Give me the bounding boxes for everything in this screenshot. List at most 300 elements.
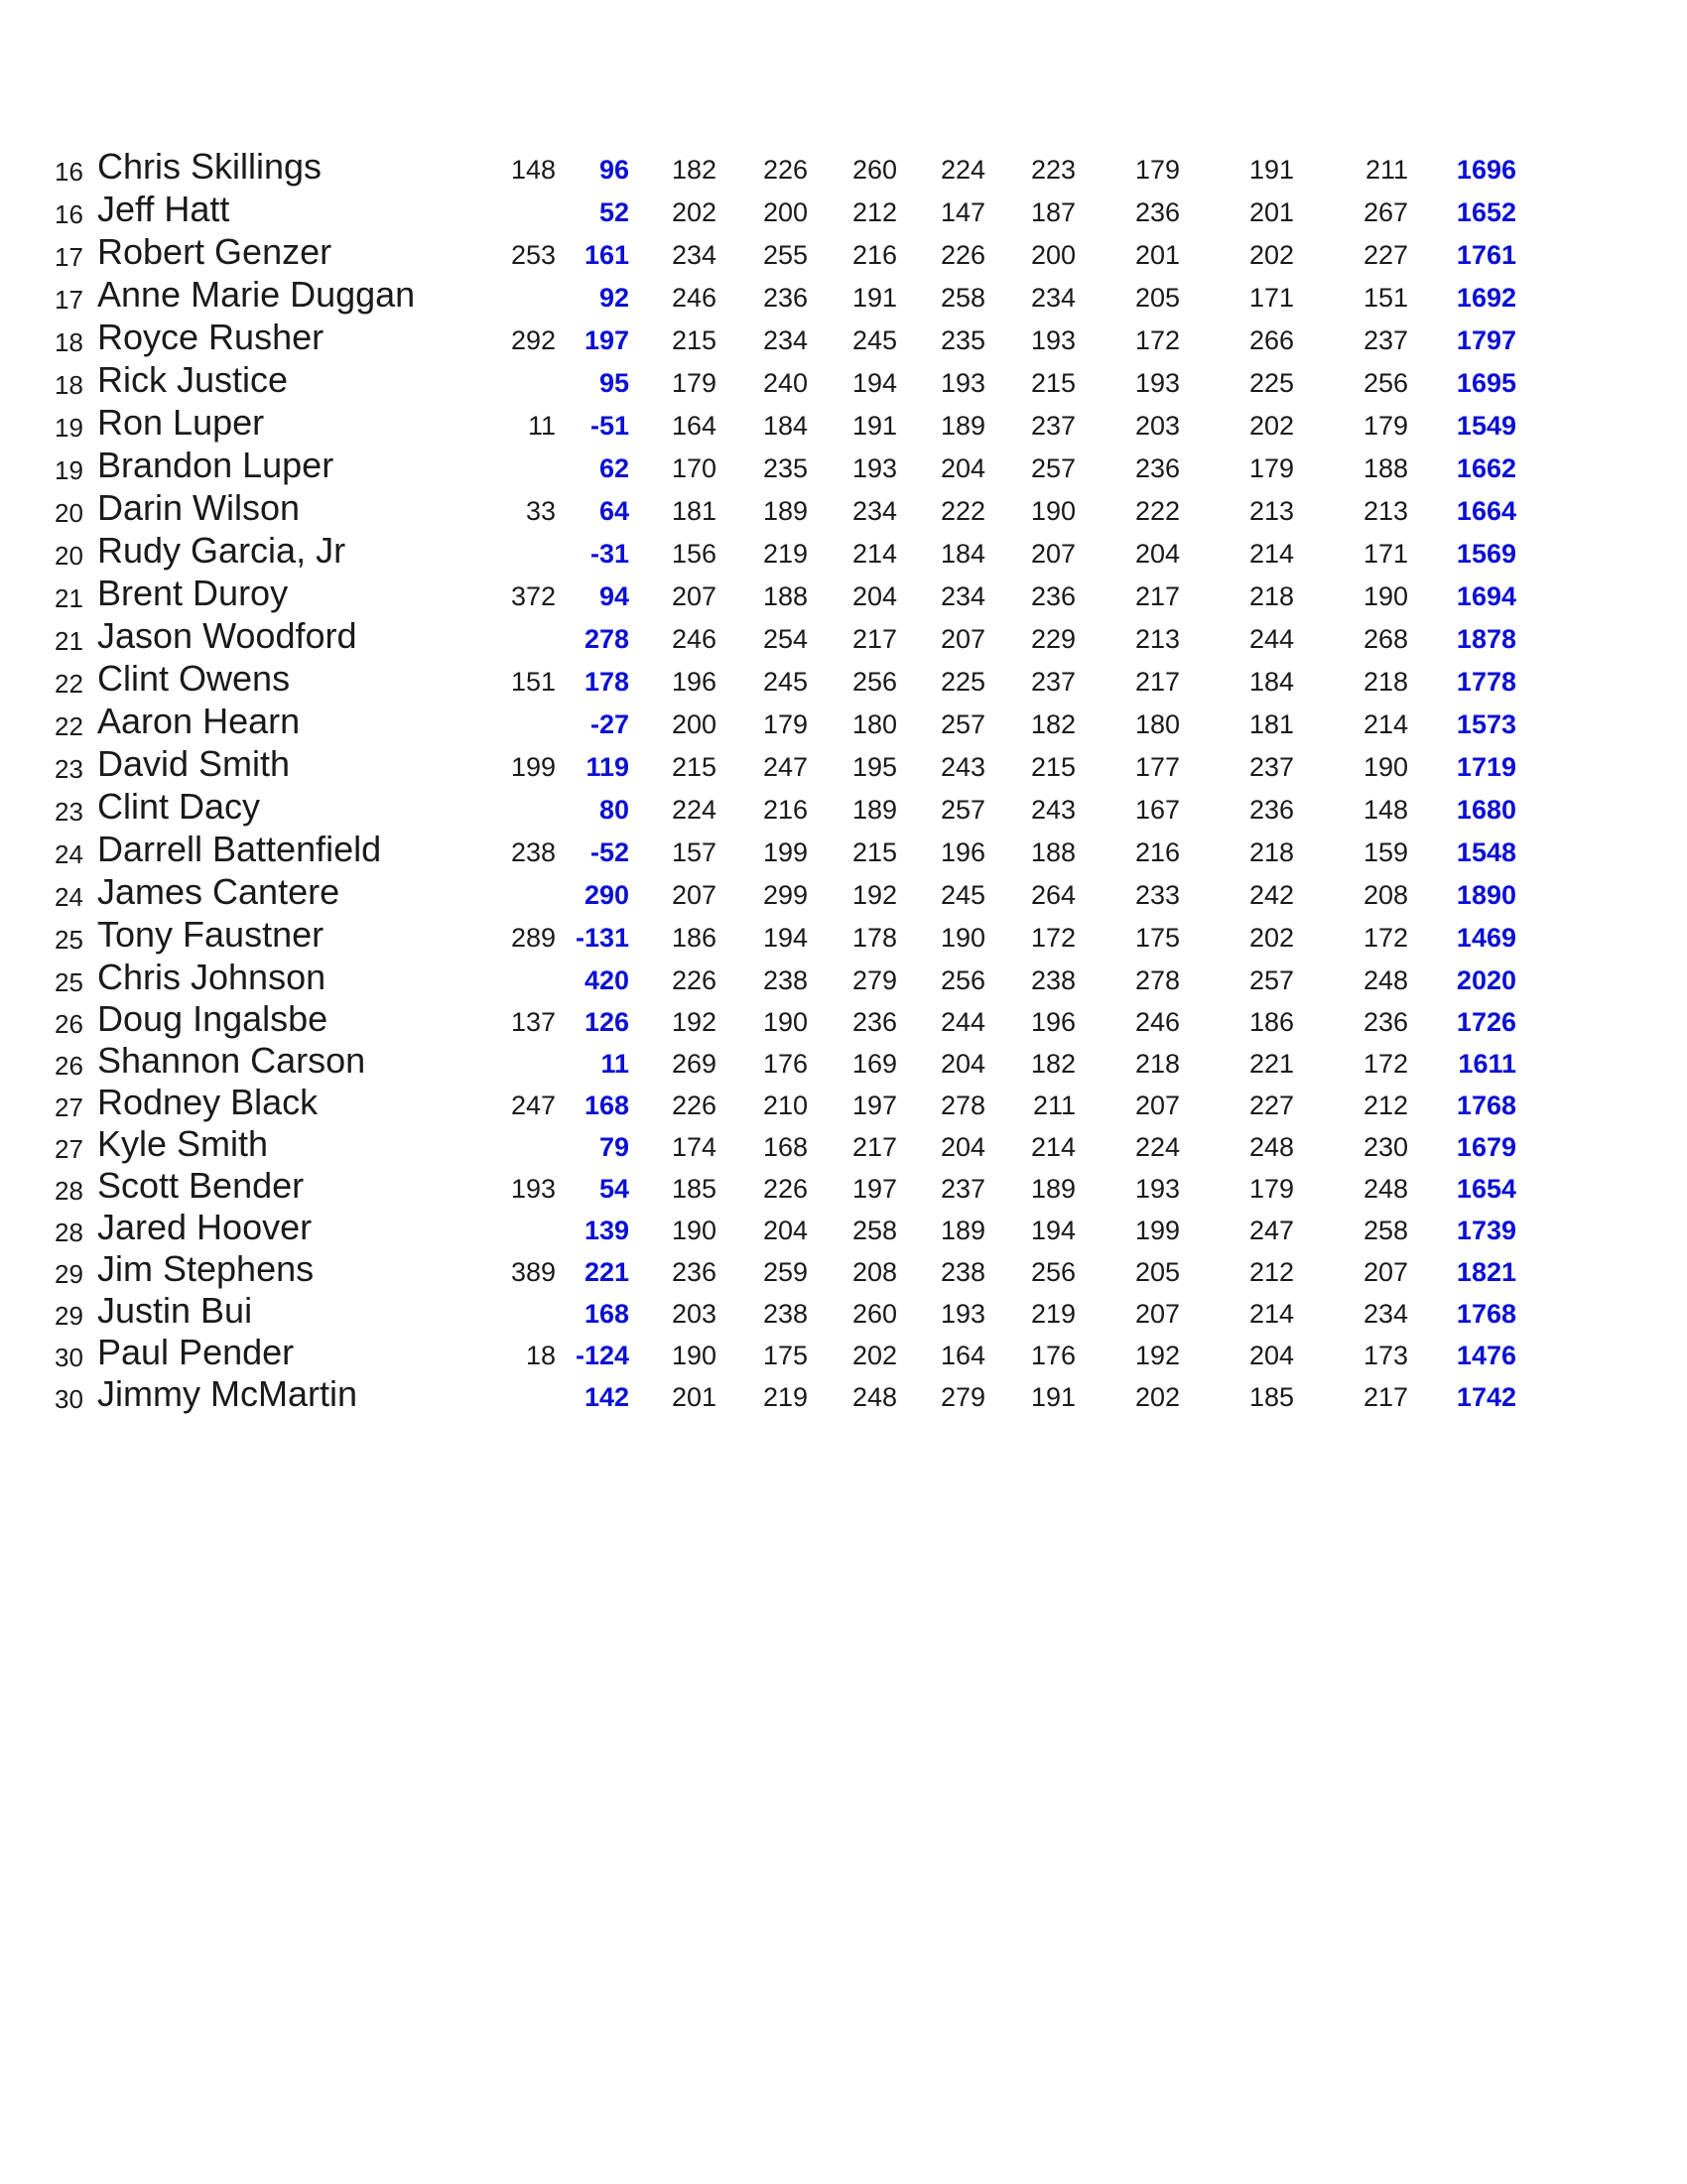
team-number: 28 <box>55 1176 83 1206</box>
game-score: 193 <box>1134 1174 1180 1204</box>
game-score: 218 <box>1248 837 1294 867</box>
series-value: 193 <box>510 1174 556 1204</box>
table-row <box>0 615 1687 661</box>
game-score: 193 <box>851 453 897 483</box>
net-value: -27 <box>589 709 629 739</box>
team-number: 30 <box>55 1384 83 1414</box>
game-score: 269 <box>671 1049 716 1079</box>
table-row <box>0 1373 1687 1418</box>
series-value: 289 <box>510 923 556 953</box>
team-number: 30 <box>55 1343 83 1372</box>
game-score: 247 <box>1248 1216 1294 1245</box>
game-score: 207 <box>940 624 985 654</box>
total-score: 1742 <box>1456 1382 1516 1412</box>
total-score: 1695 <box>1456 368 1516 398</box>
total-score: 1878 <box>1456 624 1516 654</box>
net-value: 92 <box>598 283 629 313</box>
bowler-name: Rodney Black <box>97 1082 319 1122</box>
game-score: 264 <box>1030 880 1076 910</box>
game-score: 260 <box>851 1299 897 1329</box>
bowler-name: Scott Bender <box>97 1165 305 1206</box>
game-score: 207 <box>1134 1091 1180 1120</box>
game-score: 260 <box>851 155 897 185</box>
series-value: 389 <box>510 1257 556 1287</box>
game-score: 224 <box>940 155 985 185</box>
game-score: 236 <box>1030 581 1076 611</box>
game-score: 218 <box>1363 667 1408 697</box>
game-score: 170 <box>671 453 716 483</box>
bowler-name: Ron Luper <box>97 402 265 443</box>
game-score: 237 <box>1363 325 1408 355</box>
game-score: 167 <box>1134 795 1180 825</box>
bowler-name: Brandon Luper <box>97 445 334 485</box>
bowler-name: Jeff Hatt <box>97 189 230 229</box>
team-number: 25 <box>55 967 83 997</box>
team-number: 21 <box>55 626 83 656</box>
game-score: 180 <box>851 709 897 739</box>
game-score: 222 <box>940 496 985 526</box>
game-score: 181 <box>1248 709 1294 739</box>
game-score: 179 <box>1248 453 1294 483</box>
game-score: 192 <box>671 1007 716 1037</box>
game-score: 182 <box>1030 1049 1076 1079</box>
series-value: 253 <box>510 240 556 270</box>
game-score: 159 <box>1363 837 1408 867</box>
series-value: 33 <box>525 496 556 526</box>
game-score: 213 <box>1363 496 1408 526</box>
game-score: 223 <box>1030 155 1076 185</box>
game-score: 211 <box>1364 155 1408 185</box>
game-score: 202 <box>1248 240 1294 270</box>
bowler-name: Paul Pender <box>97 1332 295 1372</box>
bowler-name: Kyle Smith <box>97 1123 269 1164</box>
net-value: 54 <box>598 1174 629 1204</box>
total-score: 1797 <box>1456 325 1516 355</box>
net-value: -124 <box>575 1341 629 1370</box>
game-score: 173 <box>1363 1341 1408 1370</box>
game-score: 266 <box>1248 325 1294 355</box>
game-score: 157 <box>671 837 716 867</box>
series-value: 292 <box>510 325 556 355</box>
game-score: 176 <box>1030 1341 1076 1370</box>
game-score: 207 <box>671 880 716 910</box>
total-score: 1476 <box>1456 1341 1516 1370</box>
game-score: 236 <box>851 1007 897 1037</box>
game-score: 233 <box>1134 880 1180 910</box>
game-score: 169 <box>851 1049 897 1079</box>
game-score: 179 <box>1134 155 1180 185</box>
net-value: -31 <box>589 539 629 569</box>
game-score: 242 <box>1248 880 1294 910</box>
bowler-name: Anne Marie Duggan <box>97 274 416 315</box>
table-row <box>0 829 1687 874</box>
game-score: 192 <box>1134 1341 1180 1370</box>
net-value: 197 <box>584 325 629 355</box>
bowler-name: Chris Skillings <box>97 146 323 187</box>
bowler-name: Jim Stephens <box>97 1248 315 1289</box>
game-score: 214 <box>1248 1299 1294 1329</box>
game-score: 193 <box>940 368 985 398</box>
series-value: 11 <box>527 411 556 441</box>
game-score: 236 <box>1134 197 1180 227</box>
game-score: 237 <box>1030 411 1076 441</box>
team-number: 21 <box>55 583 83 613</box>
game-score: 189 <box>851 795 897 825</box>
game-score: 197 <box>851 1091 897 1120</box>
game-score: 204 <box>1134 539 1180 569</box>
net-value: 64 <box>598 496 629 526</box>
game-score: 191 <box>851 283 897 313</box>
net-value: 168 <box>584 1091 629 1120</box>
total-score: 1694 <box>1456 581 1516 611</box>
total-score: 1664 <box>1456 496 1516 526</box>
game-score: 217 <box>851 1132 897 1162</box>
game-score: 235 <box>762 453 808 483</box>
game-score: 246 <box>671 283 716 313</box>
game-score: 279 <box>851 965 897 995</box>
game-score: 225 <box>940 667 985 697</box>
game-score: 195 <box>851 752 897 782</box>
total-score: 1652 <box>1456 197 1516 227</box>
table-row <box>0 1040 1687 1085</box>
game-score: 201 <box>671 1382 716 1412</box>
game-score: 245 <box>851 325 897 355</box>
table-row <box>0 274 1687 320</box>
table-row <box>0 1290 1687 1335</box>
game-score: 215 <box>1030 752 1076 782</box>
game-score: 216 <box>762 795 808 825</box>
table-row <box>0 1082 1687 1126</box>
series-value: 137 <box>510 1007 556 1037</box>
bowler-name: Jason Woodford <box>97 615 357 656</box>
game-score: 234 <box>1030 283 1076 313</box>
table-row <box>0 1165 1687 1210</box>
series-value: 18 <box>525 1341 556 1370</box>
game-score: 194 <box>762 923 808 953</box>
bowler-name: Justin Bui <box>97 1290 253 1331</box>
game-score: 216 <box>851 240 897 270</box>
total-score: 1662 <box>1456 453 1516 483</box>
game-score: 190 <box>1030 496 1076 526</box>
game-score: 175 <box>762 1341 808 1370</box>
game-score: 178 <box>851 923 897 953</box>
game-score: 256 <box>1363 368 1408 398</box>
total-score: 1768 <box>1456 1299 1516 1329</box>
game-score: 258 <box>851 1216 897 1245</box>
game-score: 219 <box>762 539 808 569</box>
total-score: 2020 <box>1456 965 1516 995</box>
game-score: 221 <box>1248 1049 1294 1079</box>
table-row <box>0 487 1687 533</box>
game-score: 168 <box>762 1132 808 1162</box>
table-row <box>0 530 1687 576</box>
game-score: 200 <box>1030 240 1076 270</box>
game-score: 227 <box>1363 240 1408 270</box>
bowler-name: Jared Hoover <box>97 1207 313 1247</box>
net-value: 278 <box>584 624 629 654</box>
game-score: 185 <box>1248 1382 1294 1412</box>
game-score: 226 <box>762 1174 808 1204</box>
table-row <box>0 1207 1687 1251</box>
total-score: 1692 <box>1456 283 1516 313</box>
game-score: 201 <box>1248 197 1294 227</box>
game-score: 211 <box>1032 1091 1076 1120</box>
team-number: 27 <box>55 1092 83 1122</box>
bowler-name: Shannon Carson <box>97 1040 366 1081</box>
game-score: 204 <box>940 1132 985 1162</box>
game-score: 191 <box>851 411 897 441</box>
table-row <box>0 914 1687 960</box>
net-value: 178 <box>584 667 629 697</box>
game-score: 182 <box>671 155 716 185</box>
game-score: 257 <box>940 795 985 825</box>
game-score: 237 <box>1248 752 1294 782</box>
game-score: 194 <box>851 368 897 398</box>
game-score: 248 <box>1363 965 1408 995</box>
game-score: 236 <box>762 283 808 313</box>
game-score: 185 <box>671 1174 716 1204</box>
net-value: 52 <box>598 197 629 227</box>
table-row <box>0 189 1687 234</box>
bowler-name: Chris Johnson <box>97 957 326 997</box>
total-score: 1611 <box>1458 1049 1516 1079</box>
game-score: 172 <box>1363 1049 1408 1079</box>
game-score: 236 <box>1363 1007 1408 1037</box>
game-score: 204 <box>851 581 897 611</box>
game-score: 187 <box>1030 197 1076 227</box>
game-score: 182 <box>1030 709 1076 739</box>
team-number: 29 <box>55 1259 83 1289</box>
table-row <box>0 871 1687 917</box>
team-number: 18 <box>55 327 83 357</box>
game-score: 219 <box>762 1382 808 1412</box>
game-score: 189 <box>762 496 808 526</box>
game-score: 207 <box>671 581 716 611</box>
game-score: 218 <box>1134 1049 1180 1079</box>
net-value: 290 <box>584 880 629 910</box>
game-score: 208 <box>1363 880 1408 910</box>
game-score: 256 <box>940 965 985 995</box>
series-value: 238 <box>510 837 556 867</box>
standings-table <box>0 146 1687 1418</box>
team-number: 19 <box>55 455 83 485</box>
game-score: 190 <box>671 1341 716 1370</box>
game-score: 184 <box>762 411 808 441</box>
team-number: 20 <box>55 541 83 571</box>
team-number: 20 <box>55 498 83 528</box>
total-score: 1726 <box>1456 1007 1516 1037</box>
bowler-name: Jimmy McMartin <box>97 1373 357 1414</box>
game-score: 176 <box>762 1049 808 1079</box>
game-score: 246 <box>1134 1007 1180 1037</box>
team-number: 23 <box>55 754 83 784</box>
game-score: 180 <box>1134 709 1180 739</box>
game-score: 189 <box>940 411 985 441</box>
game-score: 278 <box>940 1091 985 1120</box>
game-score: 184 <box>1248 667 1294 697</box>
game-score: 193 <box>940 1299 985 1329</box>
game-score: 245 <box>762 667 808 697</box>
team-number: 16 <box>55 199 83 229</box>
total-score: 1768 <box>1456 1091 1516 1120</box>
game-score: 208 <box>851 1257 897 1287</box>
net-value: 62 <box>598 453 629 483</box>
net-value: -51 <box>589 411 629 441</box>
game-score: 215 <box>851 837 897 867</box>
game-score: 204 <box>762 1216 808 1245</box>
game-score: 238 <box>1030 965 1076 995</box>
table-row <box>0 1123 1687 1168</box>
game-score: 248 <box>1248 1132 1294 1162</box>
game-score: 188 <box>1030 837 1076 867</box>
game-score: 258 <box>1363 1216 1408 1245</box>
game-score: 216 <box>1134 837 1180 867</box>
bowler-name: Rick Justice <box>97 359 289 400</box>
game-score: 202 <box>1248 411 1294 441</box>
team-number: 17 <box>55 242 83 272</box>
net-value: 142 <box>584 1382 629 1412</box>
game-score: 179 <box>671 368 716 398</box>
bowler-name: Royce Rusher <box>97 317 324 357</box>
net-value: 139 <box>584 1216 629 1245</box>
game-score: 256 <box>851 667 897 697</box>
game-score: 207 <box>1030 539 1076 569</box>
net-value: 221 <box>584 1257 629 1287</box>
game-score: 186 <box>1248 1007 1294 1037</box>
game-score: 202 <box>1248 923 1294 953</box>
game-score: 172 <box>1030 923 1076 953</box>
game-score: 255 <box>762 240 808 270</box>
game-score: 243 <box>1030 795 1076 825</box>
bowler-name: Clint Owens <box>97 658 291 699</box>
game-score: 218 <box>1248 581 1294 611</box>
game-score: 205 <box>1134 283 1180 313</box>
game-score: 234 <box>940 581 985 611</box>
game-score: 257 <box>940 709 985 739</box>
team-number: 19 <box>55 413 83 443</box>
table-row <box>0 146 1687 192</box>
game-score: 201 <box>1134 240 1180 270</box>
game-score: 234 <box>1363 1299 1408 1329</box>
game-score: 203 <box>1134 411 1180 441</box>
total-score: 1469 <box>1456 923 1516 953</box>
game-score: 217 <box>1134 667 1180 697</box>
game-score: 190 <box>1363 581 1408 611</box>
series-value: 372 <box>510 581 556 611</box>
game-score: 234 <box>851 496 897 526</box>
total-score: 1548 <box>1456 837 1516 867</box>
game-score: 238 <box>762 1299 808 1329</box>
game-score: 204 <box>1248 1341 1294 1370</box>
game-score: 191 <box>1248 155 1294 185</box>
game-score: 237 <box>940 1174 985 1204</box>
bowler-name: Aaron Hearn <box>97 701 301 741</box>
game-score: 236 <box>671 1257 716 1287</box>
game-score: 234 <box>762 325 808 355</box>
game-score: 214 <box>1248 539 1294 569</box>
game-score: 226 <box>940 240 985 270</box>
game-score: 196 <box>671 667 716 697</box>
game-score: 199 <box>762 837 808 867</box>
net-value: -131 <box>575 923 629 953</box>
bowler-name: Tony Faustner <box>97 914 324 955</box>
game-score: 268 <box>1363 624 1408 654</box>
table-row <box>0 1332 1687 1376</box>
net-value: 11 <box>600 1049 629 1079</box>
game-score: 257 <box>1248 965 1294 995</box>
game-score: 179 <box>1363 411 1408 441</box>
bowler-name: Doug Ingalsbe <box>97 998 328 1039</box>
total-score: 1569 <box>1456 539 1516 569</box>
team-number: 24 <box>55 882 83 912</box>
game-score: 204 <box>940 1049 985 1079</box>
series-value: 247 <box>510 1091 556 1120</box>
table-row <box>0 402 1687 448</box>
game-score: 238 <box>762 965 808 995</box>
total-score: 1739 <box>1456 1216 1516 1245</box>
game-score: 257 <box>1030 453 1076 483</box>
game-score: 217 <box>1134 581 1180 611</box>
net-value: 126 <box>584 1007 629 1037</box>
series-value: 148 <box>510 155 556 185</box>
bowler-name: David Smith <box>97 743 291 784</box>
game-score: 148 <box>1363 795 1408 825</box>
bowler-name: Darrell Battenfield <box>97 829 382 869</box>
net-value: -52 <box>589 837 629 867</box>
net-value: 94 <box>598 581 629 611</box>
game-score: 237 <box>1030 667 1076 697</box>
team-number: 29 <box>55 1301 83 1331</box>
game-score: 246 <box>671 624 716 654</box>
game-score: 181 <box>671 496 716 526</box>
game-score: 244 <box>1248 624 1294 654</box>
game-score: 224 <box>671 795 716 825</box>
table-row <box>0 231 1687 277</box>
game-score: 254 <box>762 624 808 654</box>
game-score: 202 <box>1134 1382 1180 1412</box>
game-score: 193 <box>1134 368 1180 398</box>
game-score: 156 <box>671 539 716 569</box>
game-score: 248 <box>851 1382 897 1412</box>
game-score: 236 <box>1248 795 1294 825</box>
table-row <box>0 359 1687 405</box>
table-row <box>0 317 1687 362</box>
table-row <box>0 957 1687 1001</box>
game-score: 256 <box>1030 1257 1076 1287</box>
total-score: 1679 <box>1456 1132 1516 1162</box>
game-score: 164 <box>671 411 716 441</box>
game-score: 243 <box>940 752 985 782</box>
game-score: 147 <box>940 197 985 227</box>
total-score: 1719 <box>1456 752 1516 782</box>
game-score: 213 <box>1134 624 1180 654</box>
table-row <box>0 1248 1687 1293</box>
game-score: 202 <box>851 1341 897 1370</box>
team-number: 27 <box>55 1134 83 1164</box>
game-score: 210 <box>762 1091 808 1120</box>
total-score: 1696 <box>1456 155 1516 185</box>
game-score: 259 <box>762 1257 808 1287</box>
game-score: 190 <box>940 923 985 953</box>
table-row <box>0 998 1687 1043</box>
series-value: 151 <box>510 667 556 697</box>
game-score: 175 <box>1134 923 1180 953</box>
game-score: 248 <box>1363 1174 1408 1204</box>
game-score: 235 <box>940 325 985 355</box>
game-score: 215 <box>1030 368 1076 398</box>
game-score: 214 <box>1030 1132 1076 1162</box>
net-value: 79 <box>598 1132 629 1162</box>
